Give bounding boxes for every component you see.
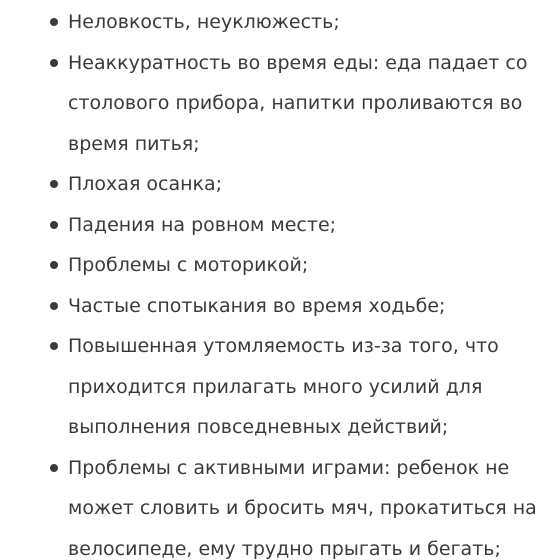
bullet-icon xyxy=(50,464,58,472)
list-item-text: Проблемы с активными играми: ребенок не может словить и бросить мяч, прокатиться на велосипеде, ему трудно прыгать и бегать; xyxy=(68,456,537,560)
list-item xyxy=(0,286,560,327)
list-item xyxy=(0,205,560,246)
list-item-text: Неловкость, неуклюжесть; xyxy=(68,11,340,33)
bullet-icon xyxy=(50,342,58,350)
list-item-text: Плохая осанка; xyxy=(68,173,223,195)
list-item xyxy=(0,448,560,560)
list-item xyxy=(0,326,560,448)
bullet-icon xyxy=(50,221,58,229)
bullet-icon xyxy=(50,302,58,310)
bullet-icon xyxy=(50,18,58,26)
bullet-icon xyxy=(50,261,58,269)
list-item xyxy=(0,245,560,286)
list-item xyxy=(0,164,560,205)
list-item-text: Частые спотыкания во время ходьбе; xyxy=(68,294,446,317)
list-item-text: Проблемы с моторикой; xyxy=(68,254,309,276)
bullet-icon xyxy=(50,59,58,67)
bullet-icon xyxy=(50,180,58,188)
list-item-text: Неаккуратность во время еды: еда падает со столового прибора, напитки проливаются во время питья; xyxy=(68,51,528,155)
list-item-text: Падения на ровном месте; xyxy=(68,213,337,236)
list-item xyxy=(0,2,560,43)
symptoms-list xyxy=(0,2,560,560)
list-item xyxy=(0,43,560,165)
list-item-text: Повышенная утомляемость из-за того, что приходится прилагать много усилий для выполнения повседневных действий; xyxy=(68,335,499,438)
